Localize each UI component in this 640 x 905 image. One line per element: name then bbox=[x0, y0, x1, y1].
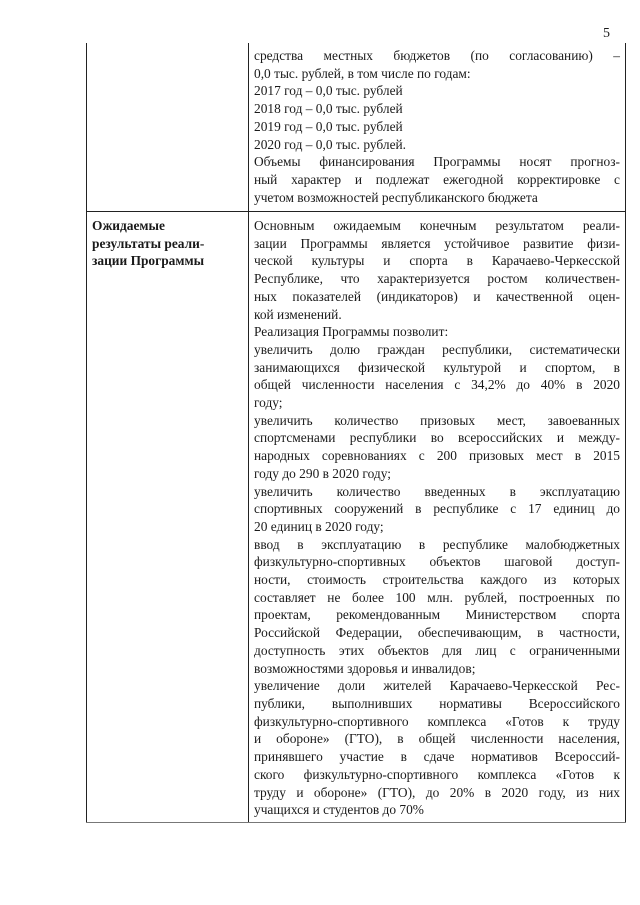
result-line: занимающихся физической культурой и спортом, в bbox=[254, 359, 620, 375]
row-divider bbox=[86, 211, 626, 212]
result-line: народных соревнованиях с 200 призовых мест в 2015 bbox=[254, 448, 620, 464]
expected-results-content bbox=[254, 217, 620, 819]
funding-line: средства местных бюджетов (по согласованию) – bbox=[254, 48, 620, 63]
table-right-border bbox=[625, 43, 626, 823]
table-bottom-border bbox=[86, 822, 626, 823]
expected-results-heading bbox=[92, 217, 244, 270]
result-line: публики, выполнивших нормативы Всероссийского bbox=[254, 695, 620, 711]
result-line: ского физкультурно-спортивного комплекса «Готов к bbox=[254, 766, 620, 782]
result-line: увеличение доли жителей Карачаево-Черкесской Рес- bbox=[254, 678, 620, 694]
result-line: году до 290 в 2020 году; bbox=[254, 465, 391, 481]
result-line: Республике, что характеризуется ростом количествен- bbox=[254, 271, 620, 287]
result-line: ности, стоимость строительства каждого из которых bbox=[254, 572, 620, 588]
table-column-divider bbox=[248, 43, 249, 823]
result-line: кой изменений. bbox=[254, 306, 342, 322]
result-line: проектам, рекомендованным Министерством спорта bbox=[254, 607, 620, 623]
table-left-border bbox=[86, 43, 87, 823]
result-line: зации Программы является устойчивое развитие физи- bbox=[254, 235, 620, 251]
result-line: ных показателей (индикаторов) и качественной оцен- bbox=[254, 288, 620, 304]
result-line: увеличить долю граждан республики, систематически bbox=[254, 341, 620, 357]
result-line: общей численности населения с 34,2% до 40% в 2020 bbox=[254, 377, 620, 393]
heading-line: Ожидаемые bbox=[92, 218, 165, 233]
result-line: увеличить количество введенных в эксплуатацию bbox=[254, 483, 620, 499]
result-line: и обороне» (ГТО), в общей численности населения, bbox=[254, 731, 620, 747]
result-line: труду и обороне» (ГТО), до 20% в 2020 году, из них bbox=[254, 784, 620, 800]
funding-note-line: ный характер и подлежат ежегодной корректировке с bbox=[254, 171, 620, 187]
result-line: ческой культуры и спорта в Карачаево-Черкесской bbox=[254, 253, 620, 269]
result-line: 20 единиц в 2020 году; bbox=[254, 518, 384, 534]
funding-note-line: учетом возможностей республиканского бюджета bbox=[254, 189, 538, 205]
result-line: году; bbox=[254, 395, 283, 411]
funding-year-line: 2017 год – 0,0 тыс. рублей bbox=[254, 83, 403, 99]
result-line: составляет не более 100 млн. рублей, построенных по bbox=[254, 589, 620, 605]
result-line: учащихся и студентов до 70% bbox=[254, 802, 424, 818]
funding-year-line: 2020 год – 0,0 тыс. рублей. bbox=[254, 136, 407, 152]
result-line: спортсменами республики во всероссийских и между- bbox=[254, 430, 620, 446]
funding-year-line: 2018 год – 0,0 тыс. рублей bbox=[254, 101, 403, 117]
result-line: спортивных сооружений в республике с 17 единиц до bbox=[254, 501, 620, 517]
result-line: увеличить количество призовых мест, завоеванных bbox=[254, 412, 620, 428]
result-line: физкультурно-спортивных объектов шаговой доступ- bbox=[254, 554, 620, 570]
result-line: физкультурно-спортивного комплекса «Готов к труду bbox=[254, 713, 620, 729]
result-line: ввод в эксплуатацию в республике малобюджетных bbox=[254, 536, 620, 552]
funding-year-line: 2019 год – 0,0 тыс. рублей bbox=[254, 118, 403, 134]
result-line: Российской Федерации, обеспечивающим, в частности, bbox=[254, 625, 620, 641]
funding-line: 0,0 тыс. рублей, в том числе по годам: bbox=[254, 65, 471, 81]
funding-note-line: Объемы финансирования Программы носят прогноз- bbox=[254, 154, 620, 170]
heading-line: зации Программы bbox=[92, 253, 205, 269]
result-line: доступность этих объектов для лиц с ограниченными bbox=[254, 642, 620, 658]
heading-line: результаты реали- bbox=[92, 235, 205, 251]
result-line: Реализация Программы позволит: bbox=[254, 324, 449, 340]
page-number: 5 bbox=[603, 26, 610, 41]
funding-continuation-cell bbox=[254, 47, 620, 206]
result-line: Основным ожидаемым конечным результатом реали- bbox=[254, 218, 620, 233]
result-line: возможностями здоровья и инвалидов; bbox=[254, 660, 476, 676]
result-line: принявшего участие в сдаче нормативов Всероссий- bbox=[254, 749, 620, 765]
program-passport-table bbox=[86, 43, 626, 823]
